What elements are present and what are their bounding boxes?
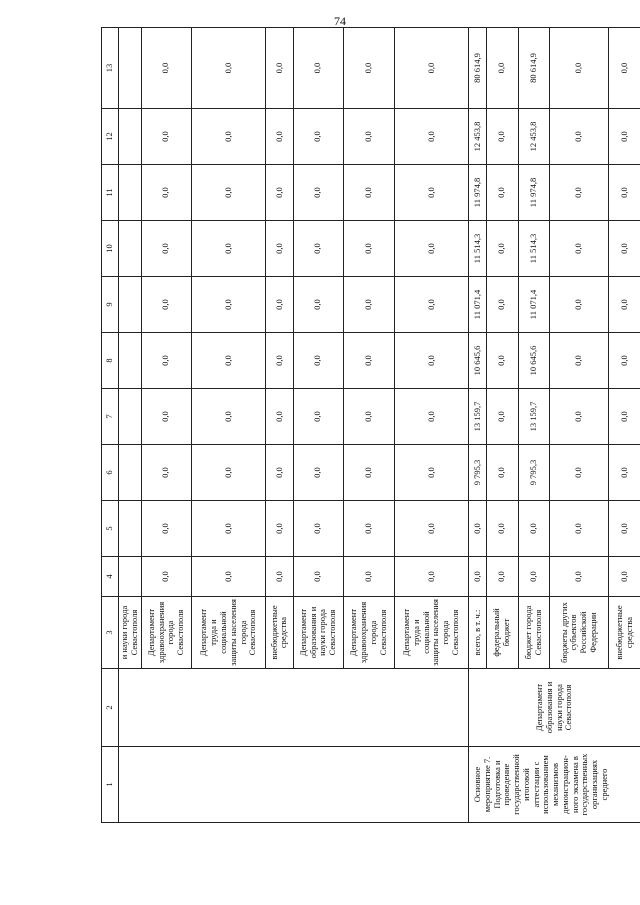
value-cell: 0,0 <box>550 389 609 445</box>
value-cell: 0,0 <box>344 109 395 165</box>
source-cell: всего, в т. ч.: <box>469 597 487 669</box>
value-cell: 0,0 <box>141 445 192 501</box>
source-cell: Департамент труда и социальной защиты населения города Севастополя <box>192 597 266 669</box>
value-cell: 0,0 <box>141 221 192 277</box>
value-cell: 0,0 <box>293 333 344 389</box>
value-cell: 0,0 <box>486 221 518 277</box>
value-cell: 0,0 <box>394 28 468 109</box>
value-cell: 0,0 <box>609 165 640 221</box>
value-cell: 0,0 <box>344 333 395 389</box>
value-cell: 0,0 <box>609 501 640 557</box>
value-cell: 0,0 <box>192 445 266 501</box>
value-cell: 0,0 <box>266 165 293 221</box>
source-cell: внебюджетные средства <box>266 597 293 669</box>
value-cell: 0,0 <box>394 221 468 277</box>
value-cell: 0,0 <box>192 277 266 333</box>
value-cell <box>119 445 142 501</box>
value-cell: 0,0 <box>293 109 344 165</box>
column-header: 12 <box>102 109 119 165</box>
value-cell: 0,0 <box>394 277 468 333</box>
value-cell <box>119 557 142 597</box>
column-numbers-row <box>102 28 119 823</box>
value-cell: 0,0 <box>266 333 293 389</box>
value-cell: 0,0 <box>344 445 395 501</box>
value-cell: 0,0 <box>141 333 192 389</box>
value-cell: 0,0 <box>486 445 518 501</box>
column-header: 11 <box>102 165 119 221</box>
value-cell: 0,0 <box>609 109 640 165</box>
value-cell: 0,0 <box>293 557 344 597</box>
value-cell: 0,0 <box>394 445 468 501</box>
column-header: 6 <box>102 445 119 501</box>
value-cell: 0,0 <box>192 501 266 557</box>
source-cell: Департамент труда и социальной защиты населения города Севастополя <box>394 597 468 669</box>
measure-executor: Департамент образования и науки города Севастополя <box>469 669 640 747</box>
value-cell: 0,0 <box>394 501 468 557</box>
value-cell: 0,0 <box>141 389 192 445</box>
column-header: 8 <box>102 333 119 389</box>
value-cell: 0,0 <box>609 221 640 277</box>
column-header: 10 <box>102 221 119 277</box>
value-cell: 11 071,4 <box>518 277 550 333</box>
value-cell: 13 159,7 <box>469 389 487 445</box>
source-cell: бюджеты других субъектов Российской Федерации <box>550 597 609 669</box>
value-cell: 0,0 <box>609 445 640 501</box>
source-cell: и науки города Севастополя <box>119 597 142 669</box>
value-cell: 0,0 <box>344 557 395 597</box>
value-cell: 0,0 <box>293 165 344 221</box>
value-cell <box>119 221 142 277</box>
value-cell: 9 795,3 <box>518 445 550 501</box>
column-header: 4 <box>102 557 119 597</box>
value-cell: 0,0 <box>266 389 293 445</box>
value-cell: 0,0 <box>141 109 192 165</box>
value-cell <box>119 165 142 221</box>
value-cell: 80 614,9 <box>518 28 550 109</box>
rotated-page <box>101 28 640 823</box>
value-cell: 0,0 <box>609 277 640 333</box>
value-cell: 0,0 <box>141 28 192 109</box>
value-cell: 0,0 <box>266 445 293 501</box>
value-cell: 0,0 <box>550 28 609 109</box>
measure-name: Основное мероприятие 7. Подготовка и проведение государственной итоговой аттестации с использованием механизмов демонстрацион-ного экзамена в государственных организациях среднего <box>469 747 640 823</box>
column-header: 9 <box>102 277 119 333</box>
value-cell: 10 645,6 <box>469 333 487 389</box>
value-cell: 0,0 <box>486 389 518 445</box>
value-cell: 0,0 <box>266 277 293 333</box>
column-header: 1 <box>102 747 119 823</box>
value-cell: 10 645,6 <box>518 333 550 389</box>
value-cell: 12 453,8 <box>518 109 550 165</box>
value-cell: 80 614,9 <box>469 28 487 109</box>
value-cell: 0,0 <box>609 557 640 597</box>
value-cell: 0,0 <box>609 333 640 389</box>
value-cell: 0,0 <box>394 389 468 445</box>
value-cell: 0,0 <box>550 277 609 333</box>
value-cell: 0,0 <box>266 557 293 597</box>
value-cell: 0,0 <box>344 277 395 333</box>
value-cell: 0,0 <box>344 28 395 109</box>
value-cell: 0,0 <box>192 389 266 445</box>
value-cell: 0,0 <box>469 501 487 557</box>
source-cell: Департамент образования и науки города Севастополя <box>293 597 344 669</box>
value-cell: 0,0 <box>394 109 468 165</box>
value-cell: 0,0 <box>344 221 395 277</box>
source-cell: внебюджетные средства <box>609 597 640 669</box>
value-cell: 0,0 <box>141 557 192 597</box>
value-cell <box>119 501 142 557</box>
value-cell <box>119 333 142 389</box>
value-cell: 0,0 <box>486 165 518 221</box>
value-cell: 11 514,3 <box>518 221 550 277</box>
value-cell: 9 795,3 <box>469 445 487 501</box>
value-cell: 11 071,4 <box>469 277 487 333</box>
value-cell <box>119 28 142 109</box>
value-cell: 11 514,3 <box>469 221 487 277</box>
value-cell: 0,0 <box>486 28 518 109</box>
value-cell: 0,0 <box>550 501 609 557</box>
value-cell <box>119 277 142 333</box>
value-cell: 0,0 <box>266 109 293 165</box>
value-cell: 0,0 <box>394 557 468 597</box>
value-cell <box>119 109 142 165</box>
value-cell: 0,0 <box>486 557 518 597</box>
value-cell: 0,0 <box>486 333 518 389</box>
value-cell: 0,0 <box>518 501 550 557</box>
table-row <box>119 28 142 823</box>
value-cell: 0,0 <box>486 501 518 557</box>
value-cell: 0,0 <box>550 445 609 501</box>
value-cell: 0,0 <box>609 389 640 445</box>
value-cell: 0,0 <box>293 389 344 445</box>
value-cell: 0,0 <box>550 221 609 277</box>
value-cell: 0,0 <box>344 501 395 557</box>
value-cell: 12 453,8 <box>469 109 487 165</box>
source-cell: бюджет города Севастополя <box>518 597 550 669</box>
table-row <box>469 28 487 823</box>
source-cell: Департамент здравоохранения города Севастополя <box>141 597 192 669</box>
value-cell: 0,0 <box>550 333 609 389</box>
value-cell: 0,0 <box>344 389 395 445</box>
column-header: 2 <box>102 669 119 747</box>
source-cell: Департамент здравоохранения города Севастополя <box>344 597 395 669</box>
page-number: 74 <box>334 14 346 28</box>
value-cell <box>119 389 142 445</box>
value-cell: 0,0 <box>550 109 609 165</box>
value-cell: 0,0 <box>469 557 487 597</box>
value-cell: 0,0 <box>266 221 293 277</box>
value-cell: 0,0 <box>192 165 266 221</box>
value-cell: 0,0 <box>141 277 192 333</box>
value-cell: 0,0 <box>293 28 344 109</box>
column-header: 7 <box>102 389 119 445</box>
value-cell: 0,0 <box>486 277 518 333</box>
column-header: 5 <box>102 501 119 557</box>
value-cell: 0,0 <box>486 109 518 165</box>
value-cell: 0,0 <box>192 221 266 277</box>
funding-table <box>101 27 640 823</box>
value-cell: 0,0 <box>141 501 192 557</box>
value-cell: 13 159,7 <box>518 389 550 445</box>
value-cell: 0,0 <box>192 557 266 597</box>
measure-name-cell-prev <box>119 747 469 823</box>
value-cell: 0,0 <box>293 221 344 277</box>
value-cell: 0,0 <box>266 28 293 109</box>
source-cell: федеральный бюджет <box>486 597 518 669</box>
value-cell: 0,0 <box>192 109 266 165</box>
value-cell: 0,0 <box>293 277 344 333</box>
value-cell: 11 974,8 <box>518 165 550 221</box>
value-cell: 0,0 <box>609 28 640 109</box>
value-cell: 0,0 <box>293 445 344 501</box>
value-cell: 0,0 <box>266 501 293 557</box>
value-cell: 0,0 <box>293 501 344 557</box>
value-cell: 0,0 <box>192 28 266 109</box>
value-cell: 0,0 <box>550 557 609 597</box>
value-cell: 0,0 <box>518 557 550 597</box>
value-cell: 11 974,8 <box>469 165 487 221</box>
column-header: 13 <box>102 28 119 109</box>
executor-cell-prev <box>119 669 469 747</box>
value-cell: 0,0 <box>394 165 468 221</box>
value-cell: 0,0 <box>550 165 609 221</box>
column-header: 3 <box>102 597 119 669</box>
value-cell: 0,0 <box>141 165 192 221</box>
value-cell: 0,0 <box>192 333 266 389</box>
value-cell: 0,0 <box>394 333 468 389</box>
value-cell: 0,0 <box>344 165 395 221</box>
